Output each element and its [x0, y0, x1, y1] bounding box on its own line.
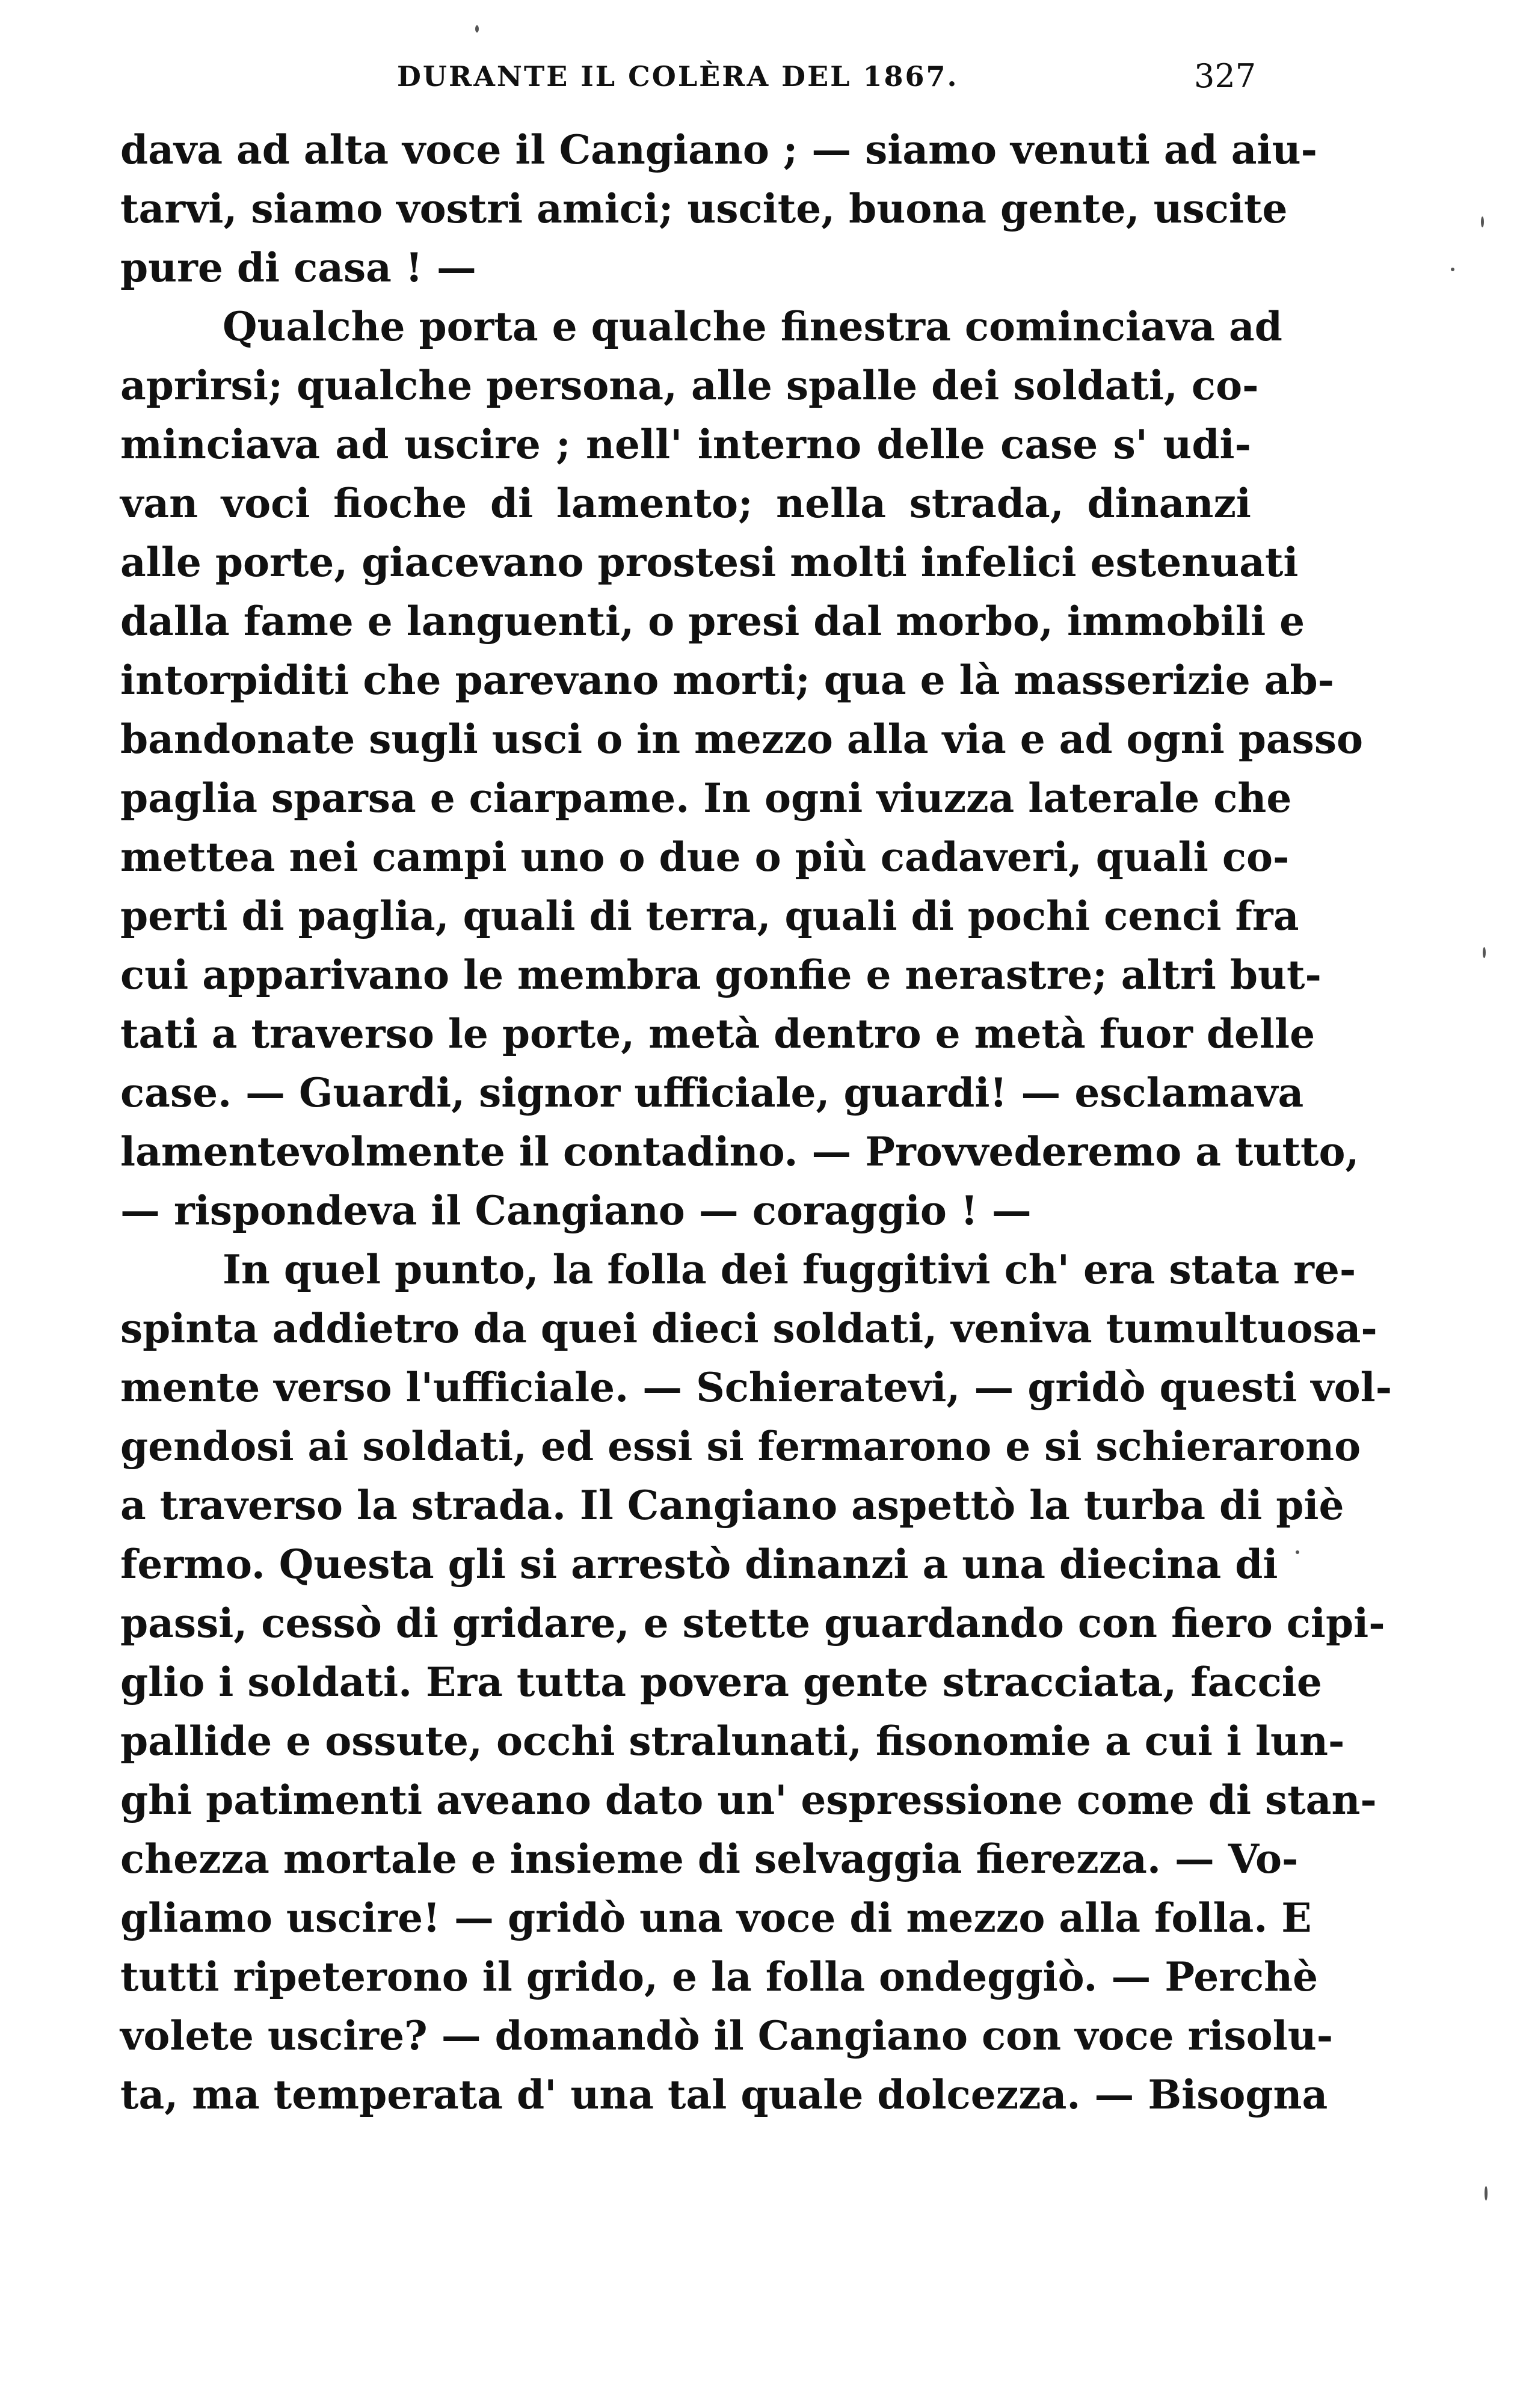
text-line: pallide e ossute, occhi stralunati, fisonomie a cui i lun-	[120, 1718, 1345, 1765]
text-line: minciava ad uscire ; nell' interno delle case s' udi-	[120, 421, 1251, 468]
text-line: chezza mortale e insieme di selvaggia fierezza. — Vo-	[120, 1835, 1299, 1882]
text-line: mettea nei campi uno o due o più cadaveri, quali co-	[120, 834, 1290, 880]
text-line: volete uscire? — domandò il Cangiano con voce risolu-	[120, 2012, 1334, 2059]
page-body-text	[120, 120, 1392, 2124]
scan-speck	[1485, 2186, 1488, 2201]
text-line: alle porte, giacevano prostesi molti infelici estenuati	[120, 539, 1299, 586]
text-line: aprirsi; qualche persona, alle spalle dei soldati, co-	[120, 362, 1259, 409]
text-line: ta, ma temperata d' una tal quale dolcezza. — Bisogna	[120, 2071, 1328, 2118]
running-title: DURANTE IL COLÈRA DEL 1867.	[397, 60, 959, 93]
text-line: paglia sparsa e ciarpame. In ogni viuzza laterale che	[120, 775, 1292, 822]
text-line: lamentevolmente il contadino. — Provvederemo a tutto,	[120, 1128, 1359, 1175]
text-line: bandonate sugli usci o in mezzo alla via e ad ogni passo	[120, 716, 1364, 763]
page-number: 327	[1194, 57, 1257, 95]
text-line: passi, cessò di gridare, e stette guardando con fiero cipi-	[120, 1600, 1385, 1647]
text-line: gendosi ai soldati, ed essi si fermarono e si schierarono	[120, 1423, 1361, 1470]
text-line: van voci fioche di lamento; nella strada, dinanzi	[120, 480, 1251, 527]
scan-speck	[1451, 268, 1454, 271]
text-line: tarvi, siamo vostri amici; uscite, buona gente, uscite	[120, 185, 1288, 232]
text-line: cui apparivano le membra gonfie e nerastre; altri but-	[120, 951, 1322, 998]
text-line: tutti ripeterono il grido, e la folla ondeggiò. — Perchè	[120, 1953, 1319, 2000]
text-line: glio i soldati. Era tutta povera gente stracciata, faccie	[120, 1659, 1322, 1706]
paragraph-first-line: In quel punto, la folla dei fuggitivi ch' era stata re-	[223, 1246, 1356, 1293]
text-line: dava ad alta voce il Cangiano ; — siamo venuti ad aiu-	[120, 126, 1317, 173]
text-line: gliamo uscire! — gridò una voce di mezzo alla folla. E	[120, 1894, 1312, 1941]
text-line: case. — Guardi, signor ufficiale, guardi! — esclamava	[120, 1069, 1304, 1116]
text-line: intorpiditi che parevano morti; qua e là masserizie ab-	[120, 657, 1334, 704]
text-line: a traverso la strada. Il Cangiano aspettò la turba di piè	[120, 1482, 1344, 1529]
text-line: ghi patimenti aveano dato un' espressione come di stan-	[120, 1777, 1377, 1823]
scan-speck	[1481, 217, 1484, 227]
text-line: spinta addietro da quei dieci soldati, veniva tumultuosa-	[120, 1305, 1377, 1352]
text-line: perti di paglia, quali di terra, quali di pochi cenci fra	[120, 892, 1299, 939]
text-line: mente verso l'ufficiale. — Schieratevi, — gridò questi vol-	[120, 1364, 1392, 1411]
text-line: dalla fame e languenti, o presi dal morbo, immobili e	[120, 598, 1305, 645]
text-line: pure di casa ! —	[120, 244, 476, 291]
scan-speck	[1483, 947, 1486, 958]
page-header	[0, 55, 1517, 97]
text-line: tati a traverso le porte, metà dentro e metà fuor delle	[120, 1010, 1315, 1057]
scan-speck	[1296, 1550, 1299, 1554]
text-line: fermo. Questa gli si arrestò dinanzi a una diecina di	[120, 1541, 1278, 1588]
paragraph-first-line: Qualche porta e qualche finestra cominciava ad	[223, 303, 1282, 350]
text-line: — rispondeva il Cangiano — coraggio ! —	[120, 1187, 1032, 1234]
scan-speck	[475, 25, 479, 32]
